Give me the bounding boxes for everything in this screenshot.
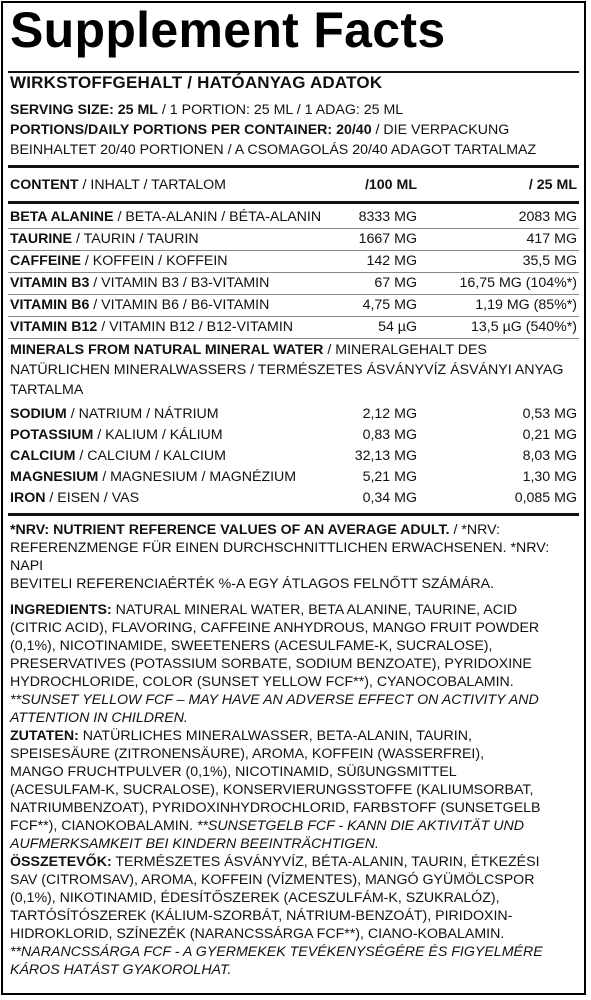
minerals-heading [10,341,487,359]
table-header [10,175,577,195]
ingredients-en-line: (0,1%), NICOTINAMIDE, SWEETENERS (ACESULFAME-K, SUCRALOSE), [10,638,493,654]
nutrient-name [10,229,199,249]
nutrient-name-bold: VITAMIN B6 [10,297,90,313]
minerals-heading-2: NATÜRLICHEN MINERALWASSERS / TERMÉSZETES ÁSVÁNYVÍZ ÁSVÁNYI ANYAG [10,362,564,378]
table-row [10,446,577,466]
content-label-rest: / INHALT / TARTALOM [78,177,226,193]
value-per-25ml: 1,30 MG [522,469,577,485]
table-row [10,229,577,249]
nrv-line-3: BEVITELI REFERENCIAÉRTÉK %-A EGY ÁTLAGOS FELNŐTT SZÁMÁRA. [10,576,495,592]
ingredients-de-warning: **SUNSETGELB FCF - KANN DIE AKTIVITÄT UND [196,818,524,834]
value-per-100ml: 67 MG [374,275,417,291]
ingredients-en-warning: **SUNSET YELLOW FCF – MAY HAVE AN ADVERSE EFFECT ON ACTIVITY AND [10,692,539,708]
nutrient-name-bold: SODIUM [10,406,67,422]
ingredients-hu-warning: **NARANCSSÁRGA FCF - A GYERMEKEK TEVÉKENYSÉGÉRE ÉS FIGYELMÉRE [10,944,543,960]
table-row [10,251,577,271]
minerals-heading-3: TARTALMA [10,382,84,398]
nutrient-name [10,317,293,337]
portions-line-2: BEINHALTET 20/40 PORTIONEN / A CSOMAGOLÁS 20/40 ADAGOT TARTALMAZ [10,142,537,158]
nutrient-name-rest: / VITAMIN B6 / B6-VITAMIN [89,297,270,313]
nutrient-name-bold: BETA ALANINE [10,209,114,225]
nutrient-name-rest: / EISEN / VAS [45,490,140,506]
value-per-25ml: 8,03 MG [522,448,577,464]
ingredients-hu-line: (0,1%), NIKOTINAMID, ÉDESÍTŐSZEREK (ACESZULFÁM-K, SZUKRALÓZ), [10,890,500,906]
col-100ml-header: /100 ML [364,177,417,193]
value-per-25ml: 0,085 MG [514,490,577,506]
nutrient-name-bold: VITAMIN B3 [10,275,90,291]
ingredients-de-line6: FCF**), CIANOKOBALAMIN. [10,818,197,834]
ingredients-en-line: (CITRIC ACID), FLAVORING, CAFFEINE ANHYDROUS, MANGO FRUIT POWDER [10,620,540,636]
value-per-100ml: 32,13 MG [354,448,417,464]
panel-title: Supplement Facts [10,2,446,58]
nutrient-name-bold: IRON [10,490,46,506]
portions-rest: / DIE VERPACKUNG [371,122,510,138]
serving-size-line [10,101,403,119]
content-label: CONTENT [10,177,79,193]
nutrient-name-rest: / VITAMIN B3 / B3-VITAMIN [89,275,270,291]
nutrient-name-rest: / MAGNESIUM / MAGNÉZIUM [98,469,297,485]
value-per-100ml: 5,21 MG [362,469,417,485]
nutrient-name [10,488,139,508]
nutrient-name [10,273,269,293]
row-divider [8,338,579,339]
value-per-25ml: 2083 MG [518,209,577,225]
table-row [10,273,577,293]
value-per-25ml: 1,19 MG (85%*) [475,297,577,313]
table-row [10,207,577,227]
value-per-100ml: 2,12 MG [362,406,417,422]
ingredients-hu-line: HIDROKLORID, SZÍNEZÉK (NARANCSSÁRGA FCF**), CIANO-KOBALAMIN. [10,926,505,942]
table-row [10,295,577,315]
col-25ml-header: / 25 ML [528,177,577,193]
table-row [10,467,577,487]
nutrient-name-rest: / TAURIN / TAURIN [72,231,199,247]
value-per-100ml: 0,83 MG [362,427,417,443]
value-per-25ml: 0,21 MG [522,427,577,443]
value-per-100ml: 0,34 MG [362,490,417,506]
value-per-25ml: 16,75 MG (104%*) [459,275,577,291]
nutrient-name [10,425,223,445]
nutrient-name-rest: / BETA-ALANIN / BÉTA-ALANIN [113,209,322,225]
ingredients-en-line: PRESERVATIVES (POTASSIUM SORBATE, SODIUM BENZOATE), PYRIDOXINE [10,656,532,672]
minerals-bottom-rule [8,513,579,516]
value-per-25ml: 0,53 MG [522,406,577,422]
nutrient-name-rest: / KOFFEIN / KOFFEIN [80,253,228,269]
panel-subtitle: WIRKSTOFFGEHALT / HATÓANYAG ADATOK [10,73,383,92]
nutrient-name-bold: MAGNESIUM [10,469,99,485]
ingredients-de-label: ZUTATEN: [10,728,79,744]
table-row [10,488,577,508]
value-per-100ml: 8333 MG [358,209,417,225]
nutrient-name-rest: / VITAMIN B12 / B12-VITAMIN [97,319,294,335]
ingredients-de-line: (ACESULFAM-K, SUCRALOSE), KONSERVIERUNGSSTOFFE (KALIUMSORBAT, [10,782,534,798]
ingredients-en-label: INGREDIENTS: [10,602,112,618]
ingredients-hu-line: SAV (CITROMSAV), AROMA, KOFFEIN (VÍZMENTES), MANGÓ GYÜMÖLCSPOR [10,872,535,888]
serving-size-label: SERVING SIZE: 25 ML [10,102,158,118]
value-per-100ml: 54 µG [378,319,417,335]
ingredients-hu-label: ÖSSZETEVŐK: [10,854,112,870]
ingredients-de-line: SPEISESÄURE (ZITRONENSÄURE), AROMA, KOFFEIN (WASSERFREI), [10,746,485,762]
ingredients-hu-line1: TERMÉSZETES ÁSVÁNYVÍZ, BÉTA-ALANIN, TAURIN, ÉTKEZÉSI [111,854,540,870]
nrv-note [10,521,576,593]
ingredients-hu-warning: KÁROS HATÁST GYAKOROLHAT. [10,962,232,978]
nutrient-name [10,467,296,487]
nutrient-name [10,295,269,315]
ingredients-block [10,601,576,979]
minerals-label: MINERALS FROM NATURAL MINERAL WATER [10,342,324,358]
nrv-line-2: REFERENZMENGE FÜR EINEN DURCHSCHNITTLICHEN ERWACHSENEN. *NRV: NAPI [10,540,550,574]
value-per-25ml: 13,5 µG (540%*) [471,319,577,335]
ingredients-hu-line: TARTÓSÍTÓSZEREK (KÁLIUM-SZORBÁT, NÁTRIUM-BENZOÁT), PIRIDOXIN- [10,908,513,924]
ingredients-en-warning: ATTENTION IN CHILDREN. [10,710,188,726]
nutrient-name-rest: / NATRIUM / NÁTRIUM [66,406,219,422]
ingredients-de-line1: NATÜRLICHES MINERALWASSER, BETA-ALANIN, TAURIN, [78,728,472,744]
table-row [10,404,577,424]
header-rule [8,201,579,204]
value-per-100ml: 1667 MG [358,231,417,247]
nutrient-name-bold: POTASSIUM [10,427,94,443]
nrv-rest: / *NRV: [449,522,501,538]
ingredients-de-line: NATRIUMBENZOAT), PYRIDOXINHYDROCHLORID, FARBSTOFF (SUNSETGELB [10,800,541,816]
value-per-100ml: 4,75 MG [362,297,417,313]
serving-size-rest: / 1 PORTION: 25 ML / 1 ADAG: 25 ML [157,102,404,118]
nutrient-name-rest: / CALCIUM / KALCIUM [75,448,226,464]
nutrient-name-bold: CAFFEINE [10,253,81,269]
supplement-facts-panel [1,1,586,995]
ingredients-de-line: MANGO FRUCHTPULVER (0,1%), NICOTINAMID, SÜßUNGSMITTEL [10,764,457,780]
value-per-100ml: 142 MG [366,253,417,269]
portions-label: PORTIONS/DAILY PORTIONS PER CONTAINER: 20/40 [10,122,372,138]
nutrient-name [10,404,219,424]
nutrient-name [10,207,321,227]
nutrient-name [10,446,226,466]
serving-rule [8,165,579,168]
portions-line [10,121,509,139]
nutrient-name-rest: / KALIUM / KÁLIUM [93,427,223,443]
table-row [10,317,577,337]
nutrient-name-bold: CALCIUM [10,448,76,464]
ingredients-de-warning-2: AUFMERKSAMKEIT BEI KINDERN BEEINTRÄCHTIGEN. [10,836,379,852]
nutrient-name-bold: TAURINE [10,231,73,247]
nutrient-name [10,251,228,271]
value-per-25ml: 35,5 MG [522,253,577,269]
value-per-25ml: 417 MG [526,231,577,247]
nutrient-name-bold: VITAMIN B12 [10,319,98,335]
nrv-bold: *NRV: NUTRIENT REFERENCE VALUES OF AN AVERAGE ADULT. [10,522,450,538]
ingredients-en-line1: NATURAL MINERAL WATER, BETA ALANINE, TAURINE, ACID [111,602,518,618]
minerals-rest: / MINERALGEHALT DES [323,342,487,358]
ingredients-en-line: HYDROCHLORIDE, COLOR (SUNSET YELLOW FCF**), CYANOCOBALAMIN. [10,674,514,690]
table-row [10,425,577,445]
